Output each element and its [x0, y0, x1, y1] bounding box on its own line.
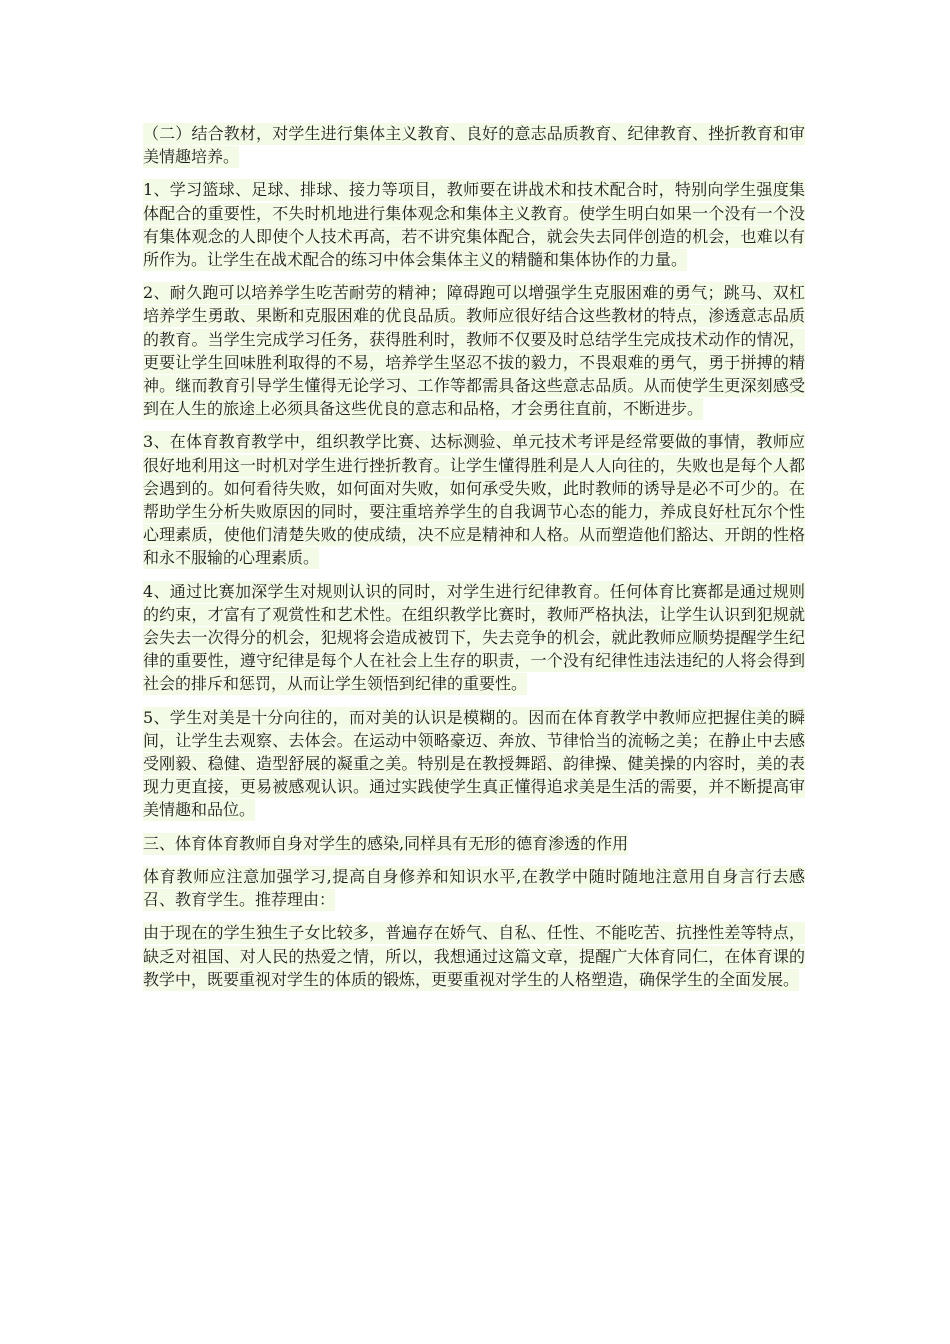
paragraph-text: 5、学生对美是十分向往的，而对美的认识是模糊的。因而在体育教学中教师应把握住美的瞬间，让学生去观察、去体会。在运动中领略豪迈、奔放、节律恰当的流畅之美；在静止中去感受刚毅、稳健、造型舒展的凝重之美。特别是在教授舞蹈、韵律操、健美操的内容时，美的表现力更直接，更易被感观认识。通过实践使学生真正懂得追求美是生活的需要，并不断提高审美情趣和品位。 [143, 707, 805, 820]
paragraph-teacher [143, 865, 805, 911]
paragraph-text: 体育教师应注意加强学习,提高自身修养和知识水平,在教学中随时随地注意用自身言行去感召、教育学生。推荐理由： [143, 866, 805, 910]
paragraph-text: 3、在体育教育教学中，组织教学比赛、达标测验、单元技术考评是经常要做的事情，教师应很好地利用这一时机对学生进行挫折教育。让学生懂得胜利是人人向往的，失败也是每个人都会遇到的。如何看待失败，如何面对失败，如何承受失败，此时教师的诱导是必不可少的。在帮助学生分析失败原因的同时，要注重培养学生的自我调节心态的能力，养成良好杜瓦尔个性心理素质，使他们清楚失败的使成绩，决不应是精神和人格。从而塑造他们豁达、开朗的性格和永不服输的心理素质。 [143, 432, 805, 568]
section-heading-three [143, 832, 805, 855]
paragraph-text: 由于现在的学生独生子女比较多，普遍存在娇气、自私、任性、不能吃苦、抗挫性差等特点，缺乏对祖国、对人民的热爱之情，所以，我想通过这篇文章，提醒广大体育同仁，在体育课的教学中，既要重视对学生的体质的锻炼，更要重视对学生的人格塑造，确保学生的全面发展。 [143, 923, 805, 989]
paragraph-2 [143, 281, 805, 420]
paragraph-text: 4、通过比赛加深学生对规则认识的同时，对学生进行纪律教育。任何体育比赛都是通过规则的约束，才富有了观赏性和艺术性。在组织教学比赛时，教师严格执法，让学生认识到犯规就会失去一次得分的机会，犯规将会造成被罚下，失去竞争的机会，就此教师应顺势提醒学生纪律的重要性，遵守纪律是每个人在社会上生存的职责，一个没有纪律性违法违纪的人将会得到社会的排斥和惩罚，从而让学生领悟到纪律的重要性。 [143, 581, 805, 694]
document-body [143, 122, 805, 1001]
paragraph-1 [143, 178, 805, 271]
paragraph-4 [143, 580, 805, 696]
paragraph-text: 三、体育体育教师自身对学生的感染,同样具有无形的德育渗透的作用 [143, 833, 629, 853]
paragraph-text: （二）结合教材，对学生进行集体主义教育、良好的意志品质教育、纪律教育、挫折教育和审美情趣培养。 [143, 124, 805, 167]
paragraph-5 [143, 706, 805, 822]
paragraph-text: 1、学习篮球、足球、排球、接力等项目，教师要在讲战术和技术配合时，特别向学生强度集体配合的重要性，不失时机地进行集体观念和集体主义教育。使学生明白如果一个没有一个没有集体观念的人即使个人技术再高，若不讲究集体配合，就会失去同伴创造的机会，也难以有所作为。让学生在战术配合的练习中体会集体主义的精髓和集体协作的力量。 [143, 180, 805, 270]
paragraph-3 [143, 430, 805, 569]
paragraph-text: 2、耐久跑可以培养学生吃苦耐劳的精神；障碍跑可以增强学生克服困难的勇气；跳马、双杠培养学生勇敢、果断和克服困难的优良品质。教师应很好结合这些教材的特点，渗透意志品质的教育。当学生完成学习任务，获得胜利时，教师不仅要及时总结学生完成技术动作的情况，更要让学生回味胜利取得的不易，培养学生坚忍不拔的毅力，不畏艰难的勇气，勇于拼搏的精神。继而教育引导学生懂得无论学习、工作等都需具备这些意志品质。从而使学生更深刻感受到在人生的旅途上必须具备这些优良的意志和品格，才会勇往直前，不断进步。 [143, 283, 805, 419]
section-heading-two [143, 122, 805, 168]
paragraph-reason [143, 921, 805, 991]
